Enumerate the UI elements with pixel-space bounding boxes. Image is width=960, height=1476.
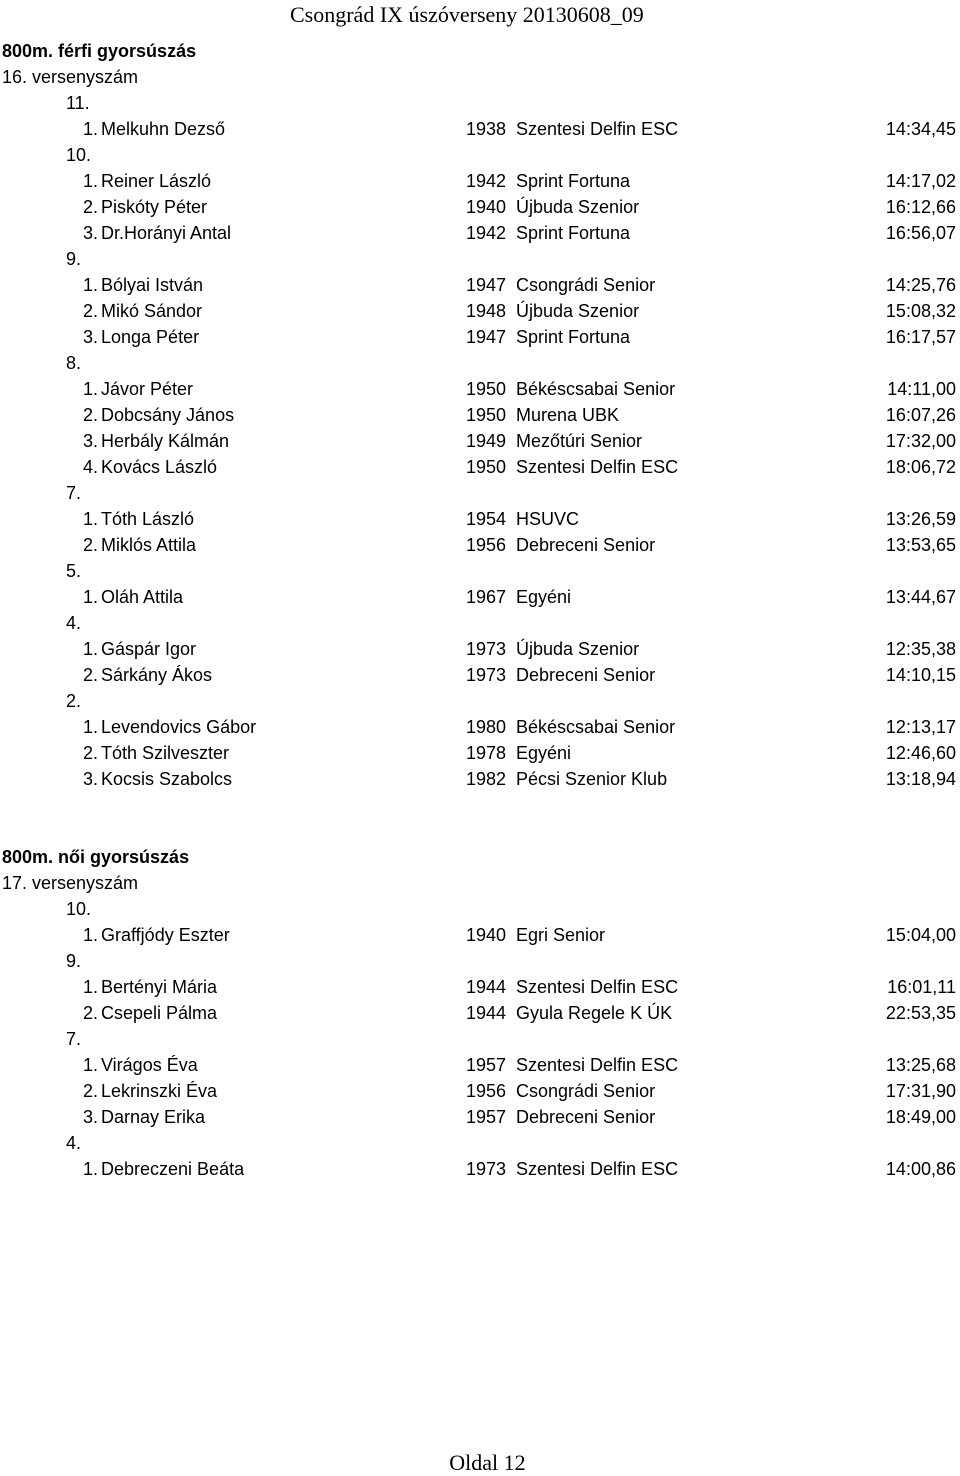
result-time: 16:01,11 bbox=[887, 977, 956, 997]
age-group-label: 8. bbox=[66, 353, 82, 373]
swimmer-name: Virágos Éva bbox=[101, 1055, 198, 1075]
result-rank: 3. bbox=[82, 431, 98, 451]
result-time: 14:10,15 bbox=[885, 665, 956, 685]
result-rank: 1. bbox=[82, 275, 98, 295]
birth-year: 1942 bbox=[466, 171, 507, 191]
result-rank: 1. bbox=[82, 587, 98, 607]
result-row bbox=[0, 662, 960, 688]
club-name: Szentesi Delfin ESC bbox=[516, 457, 679, 477]
club-name: Pécsi Szenior Klub bbox=[516, 769, 668, 789]
birth-year: 1956 bbox=[466, 535, 507, 555]
club-name: Szentesi Delfin ESC bbox=[516, 977, 679, 997]
result-row bbox=[0, 194, 960, 220]
club-name: Csongrádi Senior bbox=[516, 275, 656, 295]
swimmer-name: Bertényi Mária bbox=[101, 977, 218, 997]
birth-year: 1947 bbox=[466, 327, 507, 347]
result-rank: 3. bbox=[82, 223, 98, 243]
swimmer-name: Gáspár Igor bbox=[101, 639, 197, 659]
swimmer-name: Jávor Péter bbox=[101, 379, 194, 399]
page-footer: Oldal 12 bbox=[449, 1450, 526, 1475]
result-rank: 1. bbox=[82, 171, 98, 191]
swimmer-name: Sárkány Ákos bbox=[101, 665, 213, 685]
birth-year: 1944 bbox=[466, 1003, 507, 1023]
result-row bbox=[0, 532, 960, 558]
result-row bbox=[0, 922, 960, 948]
result-row bbox=[0, 506, 960, 532]
result-time: 16:07,26 bbox=[885, 405, 956, 425]
club-name: Debreceni Senior bbox=[516, 535, 656, 555]
club-name: Békéscsabai Senior bbox=[516, 379, 676, 399]
swimmer-name: Bólyai István bbox=[101, 275, 204, 295]
result-row bbox=[0, 220, 960, 246]
age-group-label: 7. bbox=[66, 1029, 82, 1049]
swimmer-name: Csepeli Pálma bbox=[101, 1003, 218, 1023]
birth-year: 1973 bbox=[466, 639, 507, 659]
event-number: 16. versenyszám bbox=[2, 67, 139, 87]
event-block bbox=[0, 844, 960, 1182]
birth-year: 1938 bbox=[466, 119, 507, 139]
result-time: 17:31,90 bbox=[885, 1081, 956, 1101]
result-rank: 3. bbox=[82, 327, 98, 347]
result-time: 18:06,72 bbox=[885, 457, 956, 477]
result-rank: 4. bbox=[82, 457, 98, 477]
result-row bbox=[0, 766, 960, 792]
swimmer-name: Miklós Attila bbox=[101, 535, 197, 555]
club-name: Békéscsabai Senior bbox=[516, 717, 676, 737]
club-name: Sprint Fortuna bbox=[516, 171, 631, 191]
age-group-label: 9. bbox=[66, 249, 82, 269]
age-group-label: 10. bbox=[66, 145, 92, 165]
age-group-label: 4. bbox=[66, 1133, 82, 1153]
swimmer-name: Dr.Horányi Antal bbox=[101, 223, 232, 243]
swimmer-name: Piskóty Péter bbox=[101, 197, 208, 217]
event-block bbox=[0, 38, 960, 792]
birth-year: 1957 bbox=[466, 1055, 507, 1075]
club-name: Szentesi Delfin ESC bbox=[516, 119, 679, 139]
result-time: 14:25,76 bbox=[885, 275, 956, 295]
swimmer-name: Tóth Szilveszter bbox=[101, 743, 230, 763]
results-document bbox=[0, 38, 960, 1182]
result-rank: 1. bbox=[82, 639, 98, 659]
result-row bbox=[0, 1156, 960, 1182]
birth-year: 1950 bbox=[466, 405, 507, 425]
result-row bbox=[0, 636, 960, 662]
swimmer-name: Graffjódy Eszter bbox=[101, 925, 230, 945]
age-group-label: 11. bbox=[66, 93, 90, 113]
swimmer-name: Lekrinszki Éva bbox=[101, 1081, 218, 1101]
result-row bbox=[0, 272, 960, 298]
result-rank: 3. bbox=[82, 769, 98, 789]
result-rank: 1. bbox=[82, 1159, 98, 1179]
club-name: Sprint Fortuna bbox=[516, 223, 631, 243]
club-name: HSUVC bbox=[516, 509, 580, 529]
result-time: 13:26,59 bbox=[885, 509, 956, 529]
result-row bbox=[0, 454, 960, 480]
result-time: 18:49,00 bbox=[885, 1107, 956, 1127]
result-rank: 2. bbox=[82, 535, 98, 555]
birth-year: 1948 bbox=[466, 301, 507, 321]
result-row bbox=[0, 1000, 960, 1026]
club-name: Szentesi Delfin ESC bbox=[516, 1055, 679, 1075]
age-group-label: 2. bbox=[66, 691, 82, 711]
result-time: 15:04,00 bbox=[885, 925, 956, 945]
result-row bbox=[0, 1052, 960, 1078]
result-time: 16:17,57 bbox=[885, 327, 956, 347]
club-name: Szentesi Delfin ESC bbox=[516, 1159, 679, 1179]
club-name: Újbuda Szenior bbox=[516, 301, 640, 321]
birth-year: 1973 bbox=[466, 1159, 507, 1179]
club-name: Csongrádi Senior bbox=[516, 1081, 656, 1101]
result-row bbox=[0, 298, 960, 324]
swimmer-name: Kovács László bbox=[101, 457, 218, 477]
birth-year: 1950 bbox=[466, 457, 507, 477]
swimmer-name: Reiner László bbox=[101, 171, 212, 191]
swimmer-name: Mikó Sándor bbox=[101, 301, 203, 321]
club-name: Újbuda Szenior bbox=[516, 639, 640, 659]
result-rank: 2. bbox=[82, 1081, 98, 1101]
result-rank: 2. bbox=[82, 405, 98, 425]
event-title: 800m. női gyorsúszás bbox=[2, 847, 190, 867]
club-name: Gyula Regele K ÚK bbox=[516, 1003, 673, 1023]
result-row bbox=[0, 324, 960, 350]
birth-year: 1944 bbox=[466, 977, 507, 997]
result-rank: 1. bbox=[82, 977, 98, 997]
result-time: 13:18,94 bbox=[885, 769, 956, 789]
club-name: Egyéni bbox=[516, 587, 572, 607]
swimmer-name: Tóth László bbox=[101, 509, 195, 529]
page-header-title: Csongrád IX úszóverseny 20130608_09 bbox=[290, 2, 644, 27]
club-name: Egri Senior bbox=[516, 925, 606, 945]
result-time: 15:08,32 bbox=[885, 301, 956, 321]
birth-year: 1950 bbox=[466, 379, 507, 399]
result-time: 13:53,65 bbox=[885, 535, 956, 555]
result-row bbox=[0, 376, 960, 402]
swimmer-name: Kocsis Szabolcs bbox=[101, 769, 233, 789]
swimmer-name: Melkuhn Dezső bbox=[101, 119, 226, 139]
age-group-label: 4. bbox=[66, 613, 82, 633]
swimmer-name: Debreczeni Beáta bbox=[101, 1159, 245, 1179]
swimmer-name: Herbály Kálmán bbox=[101, 431, 230, 451]
result-time: 12:13,17 bbox=[885, 717, 956, 737]
event-number: 17. versenyszám bbox=[2, 873, 139, 893]
result-time: 13:25,68 bbox=[885, 1055, 956, 1075]
age-group-label: 5. bbox=[66, 561, 82, 581]
swimmer-name: Oláh Attila bbox=[101, 587, 184, 607]
birth-year: 1956 bbox=[466, 1081, 507, 1101]
result-time: 12:35,38 bbox=[885, 639, 956, 659]
result-time: 17:32,00 bbox=[885, 431, 956, 451]
result-time: 14:11,00 bbox=[887, 379, 956, 399]
result-time: 14:17,02 bbox=[885, 171, 956, 191]
result-time: 22:53,35 bbox=[885, 1003, 956, 1023]
result-row bbox=[0, 116, 960, 142]
birth-year: 1949 bbox=[466, 431, 507, 451]
club-name: Debreceni Senior bbox=[516, 1107, 656, 1127]
club-name: Sprint Fortuna bbox=[516, 327, 631, 347]
birth-year: 1980 bbox=[466, 717, 507, 737]
swimmer-name: Darnay Erika bbox=[101, 1107, 206, 1127]
birth-year: 1957 bbox=[466, 1107, 507, 1127]
result-row bbox=[0, 168, 960, 194]
result-row bbox=[0, 1078, 960, 1104]
birth-year: 1940 bbox=[466, 925, 507, 945]
result-rank: 1. bbox=[82, 509, 98, 529]
birth-year: 1947 bbox=[466, 275, 507, 295]
result-row bbox=[0, 584, 960, 610]
birth-year: 1940 bbox=[466, 197, 507, 217]
result-rank: 2. bbox=[82, 197, 98, 217]
birth-year: 1954 bbox=[466, 509, 507, 529]
result-rank: 1. bbox=[82, 119, 98, 139]
age-group-label: 9. bbox=[66, 951, 82, 971]
birth-year: 1967 bbox=[466, 587, 507, 607]
result-rank: 1. bbox=[82, 379, 98, 399]
birth-year: 1982 bbox=[466, 769, 507, 789]
result-rank: 2. bbox=[82, 301, 98, 321]
result-time: 16:12,66 bbox=[885, 197, 956, 217]
birth-year: 1973 bbox=[466, 665, 507, 685]
result-row bbox=[0, 402, 960, 428]
result-time: 13:44,67 bbox=[885, 587, 956, 607]
club-name: Egyéni bbox=[516, 743, 572, 763]
birth-year: 1978 bbox=[466, 743, 507, 763]
age-group-label: 7. bbox=[66, 483, 82, 503]
result-time: 16:56,07 bbox=[885, 223, 956, 243]
club-name: Debreceni Senior bbox=[516, 665, 656, 685]
result-rank: 2. bbox=[82, 665, 98, 685]
club-name: Újbuda Szenior bbox=[516, 197, 640, 217]
result-rank: 2. bbox=[82, 1003, 98, 1023]
result-time: 14:34,45 bbox=[885, 119, 956, 139]
club-name: Mezőtúri Senior bbox=[516, 431, 643, 451]
result-rank: 1. bbox=[82, 1055, 98, 1075]
event-title: 800m. férfi gyorsúszás bbox=[2, 41, 197, 61]
result-rank: 1. bbox=[82, 717, 98, 737]
result-rank: 1. bbox=[82, 925, 98, 945]
result-row bbox=[0, 974, 960, 1000]
birth-year: 1942 bbox=[466, 223, 507, 243]
swimmer-name: Longa Péter bbox=[101, 327, 200, 347]
age-group-label: 10. bbox=[66, 899, 92, 919]
result-row bbox=[0, 1104, 960, 1130]
club-name: Murena UBK bbox=[516, 405, 620, 425]
result-time: 12:46,60 bbox=[885, 743, 956, 763]
result-rank: 3. bbox=[82, 1107, 98, 1127]
swimmer-name: Dobcsány János bbox=[101, 405, 235, 425]
swimmer-name: Levendovics Gábor bbox=[101, 717, 257, 737]
result-row bbox=[0, 740, 960, 766]
result-row bbox=[0, 714, 960, 740]
result-rank: 2. bbox=[82, 743, 98, 763]
result-time: 14:00,86 bbox=[885, 1159, 956, 1179]
result-row bbox=[0, 428, 960, 454]
